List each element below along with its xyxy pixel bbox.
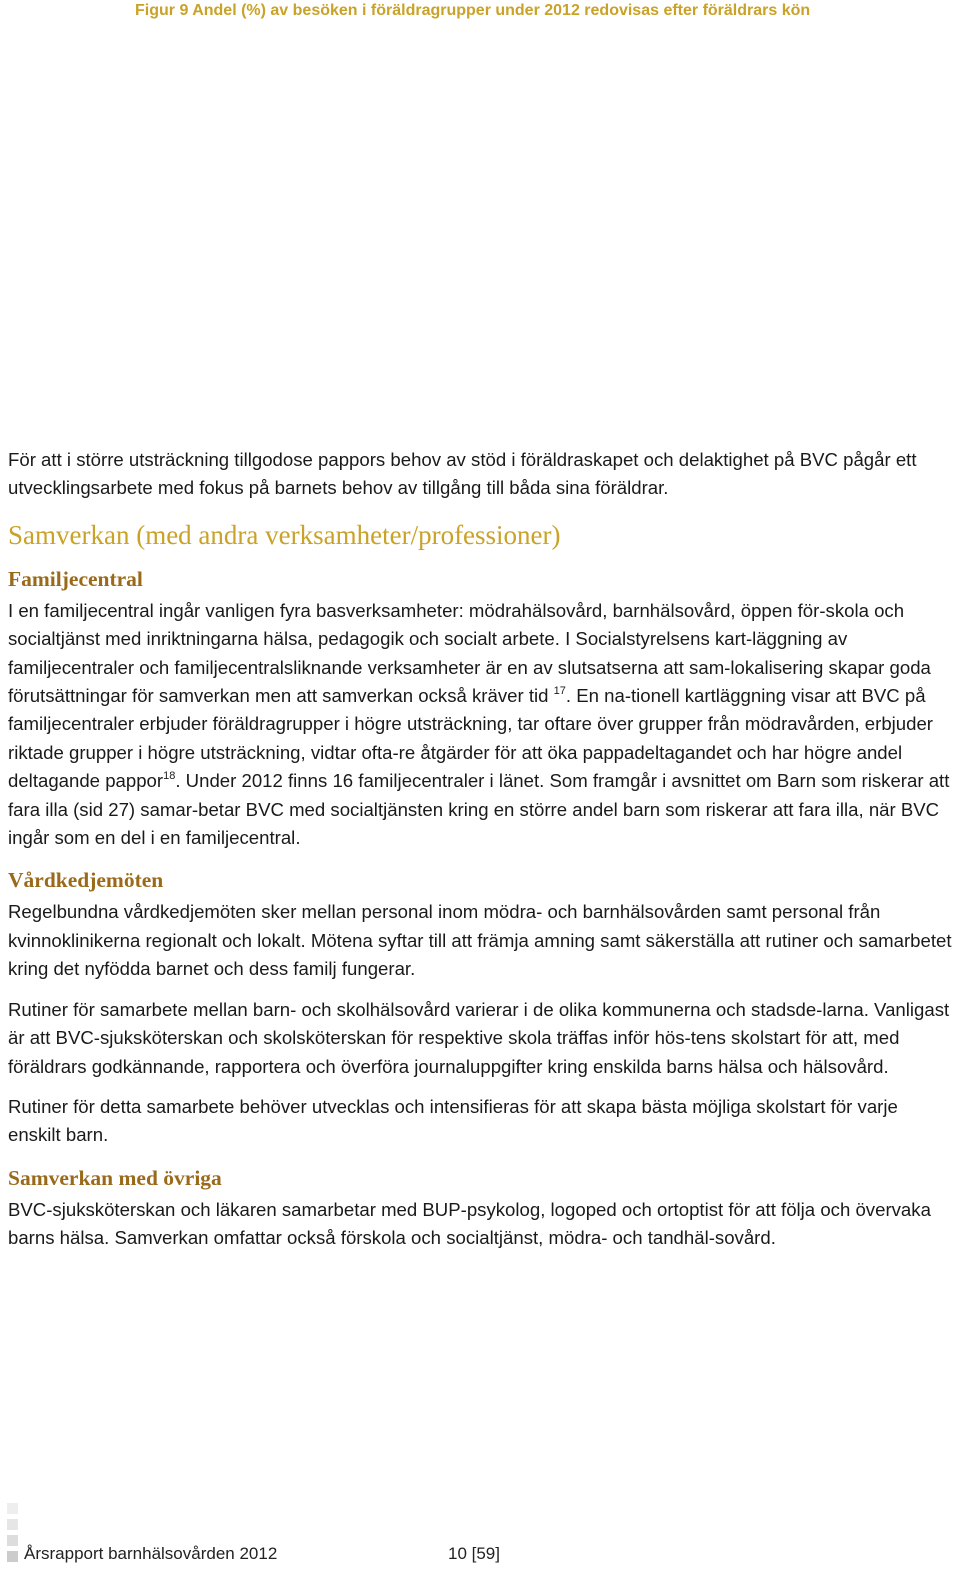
intro-paragraph: För att i större utsträckning tillgodose pappors behov av stöd i föräldraskapet och delaktighet på BVC pågår ett utvecklingsarbete med fokus på barnets behov av tillgång till båda sina föräldrar. — [8, 449, 917, 499]
footer-square-icon — [7, 1503, 18, 1514]
paragraph-samverkan-ovriga: BVC-sjuksköterskan och läkaren samarbetar med BUP-psykolog, logoped och ortoptist för att följa och övervaka barns hälsa. Samverkan omfattar också förskola och socialtjänst, mödra- och tandhäl-sovård. — [8, 1198, 931, 1249]
heading-samverkan-ovriga: Samverkan med övriga — [8, 1165, 222, 1190]
page-number: 10 [59] — [448, 1544, 500, 1563]
paragraph-vardkedjemoten-2: Rutiner för samarbete mellan barn- och skolhälsovård varierar i de olika kommunerna och stadsde-larna. Vanligast är att BVC-sjuksköterskan och skolsköterskan för respektive skola träffas inför hös-tens skolstart för att, med föräldrars godkännande, rapportera och överföra journaluppgifter kring enskilda barns hälsa och hälsovård. — [8, 998, 950, 1077]
heading-vardkedjemoten: Vårdkedjemöten — [8, 868, 164, 893]
footer-square-icon — [7, 1535, 18, 1546]
footer-square-icon — [7, 1519, 18, 1530]
paragraph-vardkedjemoten-1: Regelbundna vårdkedjemöten sker mellan personal inom mödra- och barnhälsovården samt personal från kvinnoklinikerna regionalt och lokalt. Mötena syftar till att främja amning samt säkerställa att rutiner och samarbetet kring det nyfödda barnet och dess familj fungerar. — [8, 901, 952, 980]
footnote-ref[interactable]: 18 — [163, 770, 176, 783]
paragraph-vardkedjemoten-3: Rutiner för detta samarbete behöver utvecklas och intensifieras för att skapa bästa möjliga skolstart för varje enskilt barn. — [8, 1095, 898, 1146]
footnote-ref[interactable]: 17 — [553, 685, 566, 698]
footer-square-icon — [7, 1551, 18, 1562]
document-body — [8, 446, 954, 1253]
text-segment: . Under 2012 finns 16 familjecentraler i länet. Som framgår i avsnittet om Barn som riskerar att fara illa (sid 27) samar-betar BVC med socialtjänsten kring en större andel barn som riskerar att fara illa, när BVC ingår som en del i en familjecentral. — [8, 770, 950, 849]
figure-area — [0, 30, 960, 440]
heading-familjecentral: Familjecentral — [8, 566, 143, 591]
text-segment: . En na-tionell kartläggning visar att BVC på familjecentraler erbjuder föräldragrupper i högre utsträckning, tar oftare över grupper från mödravården, erbjuder riktade grupper i högre utsträckning, vidtar ofta-re åtgärder för att öka pappadeltagandet och har högre andel deltagande pappor — [8, 685, 934, 792]
section-title: Samverkan (med andra verksamheter/professioner) — [8, 519, 561, 550]
figure-caption: Figur 9 Andel (%) av besöken i föräldragrupper under 2012 redovisas efter föräldrars kön — [135, 2, 811, 19]
footer-report-title: Årsrapport barnhälsovården 2012 — [24, 1544, 278, 1563]
text-segment: I en familjecentral ingår vanligen fyra basverksamheter: mödrahälsovård, barnhälsovård, öppen för-skola och socialtjänst med inriktningarna hälsa, pedagogik och socialt arbete. I Socialstyrelsens kart-läggning av familjecentraler och familjecentralsliknande verksamheter är en av slutsatserna att sam-lokalisering skapar goda förutsättningar för samverkan men att samverkan också kräver tid — [8, 599, 931, 707]
paragraph-familjecentral — [8, 597, 954, 853]
footer-decoration — [7, 1503, 21, 1567]
